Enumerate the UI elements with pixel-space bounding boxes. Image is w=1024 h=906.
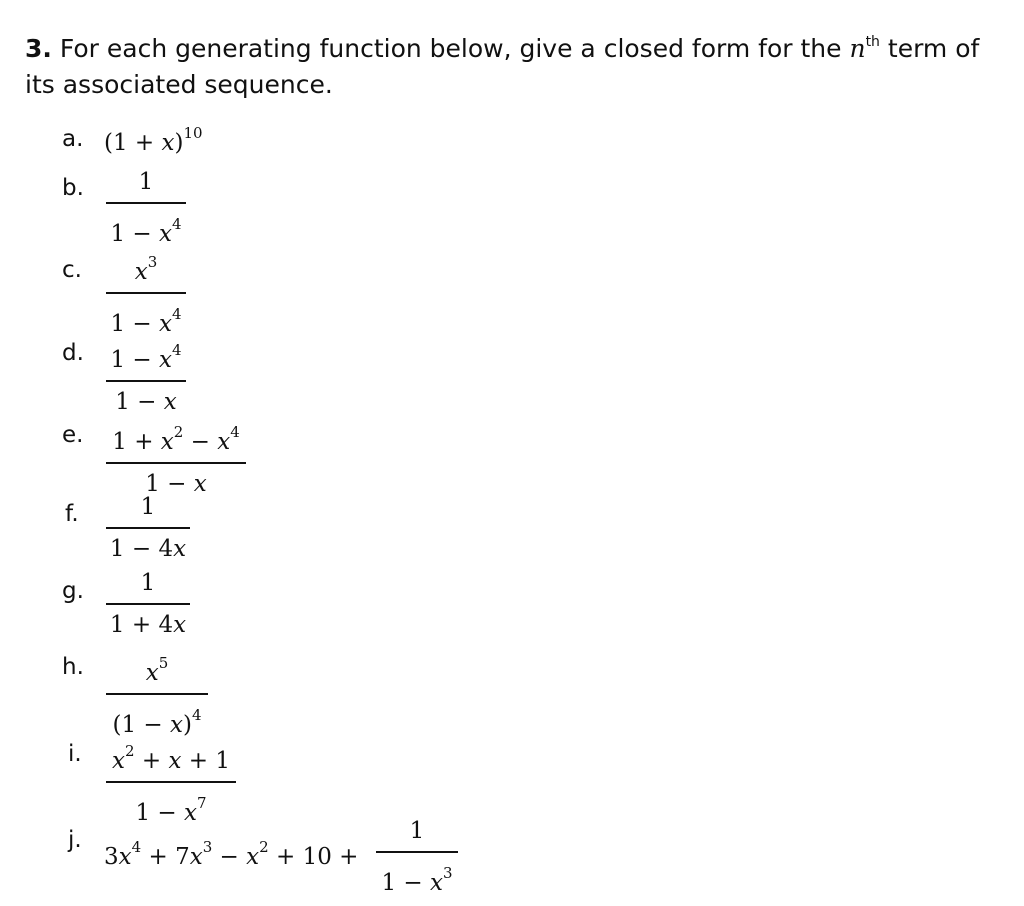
numerator-f: 1 xyxy=(140,494,156,520)
numerator-e: $1 + x^2 - x^4$ xyxy=(112,423,240,455)
fraction-d xyxy=(106,334,186,418)
fraction-j xyxy=(376,815,458,899)
denominator-i: $1 - x^7$ xyxy=(135,793,207,826)
expression-a-base: (1 + x) xyxy=(104,130,184,156)
denominator-c: $1 - x^4$ xyxy=(110,304,182,337)
expression-a-exponent: 10 xyxy=(183,124,203,142)
item-label-d: d. xyxy=(62,340,84,366)
fraction-bar-f xyxy=(106,527,190,529)
numerator-c: $x^3$ xyxy=(134,253,158,285)
numerator-g: 1 xyxy=(140,570,156,596)
problem-text-end: term of its associated sequence. xyxy=(25,34,980,99)
item-label-f: f. xyxy=(65,501,79,527)
fraction-bar-d xyxy=(106,380,186,382)
numerator-i: $x^2 + x + 1$ xyxy=(112,742,230,774)
denominator-b: $1 - x^4$ xyxy=(110,214,182,247)
numerator-h: $x^5$ xyxy=(145,654,169,686)
fraction-bar-j xyxy=(376,851,458,853)
denominator-f: 1 − 4x xyxy=(109,535,187,562)
fraction-bar-e xyxy=(106,462,246,464)
fraction-i xyxy=(106,735,236,829)
item-label-e: e. xyxy=(62,422,84,448)
fraction-bar-b xyxy=(106,202,186,204)
denominator-h: $(1 - x)^4$ xyxy=(112,705,202,738)
fraction-bar-c xyxy=(106,292,186,294)
fraction-bar-g xyxy=(106,603,190,605)
numerator-j: 1 xyxy=(409,818,425,844)
fraction-bar-i xyxy=(106,781,236,783)
item-label-h: h. xyxy=(62,654,84,680)
denominator-e: 1 − x xyxy=(145,470,207,497)
item-label-g: g. xyxy=(62,578,84,604)
item-label-i: i. xyxy=(68,741,82,767)
fraction-bar-h xyxy=(106,693,208,695)
problem-statement xyxy=(25,24,1010,103)
fraction-h xyxy=(106,647,208,741)
item-label-j: j. xyxy=(68,827,82,853)
item-label-a: a. xyxy=(62,126,84,152)
denominator-j: $1 - x^3$ xyxy=(381,863,453,896)
expression-a xyxy=(104,124,203,156)
fraction-g xyxy=(106,567,190,641)
problem-text-start: For each generating function below, give a closed form for the xyxy=(59,34,842,63)
numerator-b: 1 xyxy=(138,169,154,195)
polynomial-j: $3x^4 + 7x^3 - x^2 + 10$ + xyxy=(104,838,359,870)
denominator-d: 1 − x xyxy=(115,388,177,415)
problem-number: 3. xyxy=(25,34,52,63)
item-label-c: c. xyxy=(62,257,82,283)
fraction-e xyxy=(106,416,246,500)
n-variable: n xyxy=(849,34,866,63)
item-label-b: b. xyxy=(62,175,84,201)
fraction-f xyxy=(106,491,190,565)
fraction-c xyxy=(106,246,186,340)
numerator-d: $1 - x^4$ xyxy=(110,341,182,373)
fraction-b xyxy=(106,166,186,250)
denominator-g: 1 + 4x xyxy=(109,611,187,638)
th-superscript: th xyxy=(865,34,880,50)
